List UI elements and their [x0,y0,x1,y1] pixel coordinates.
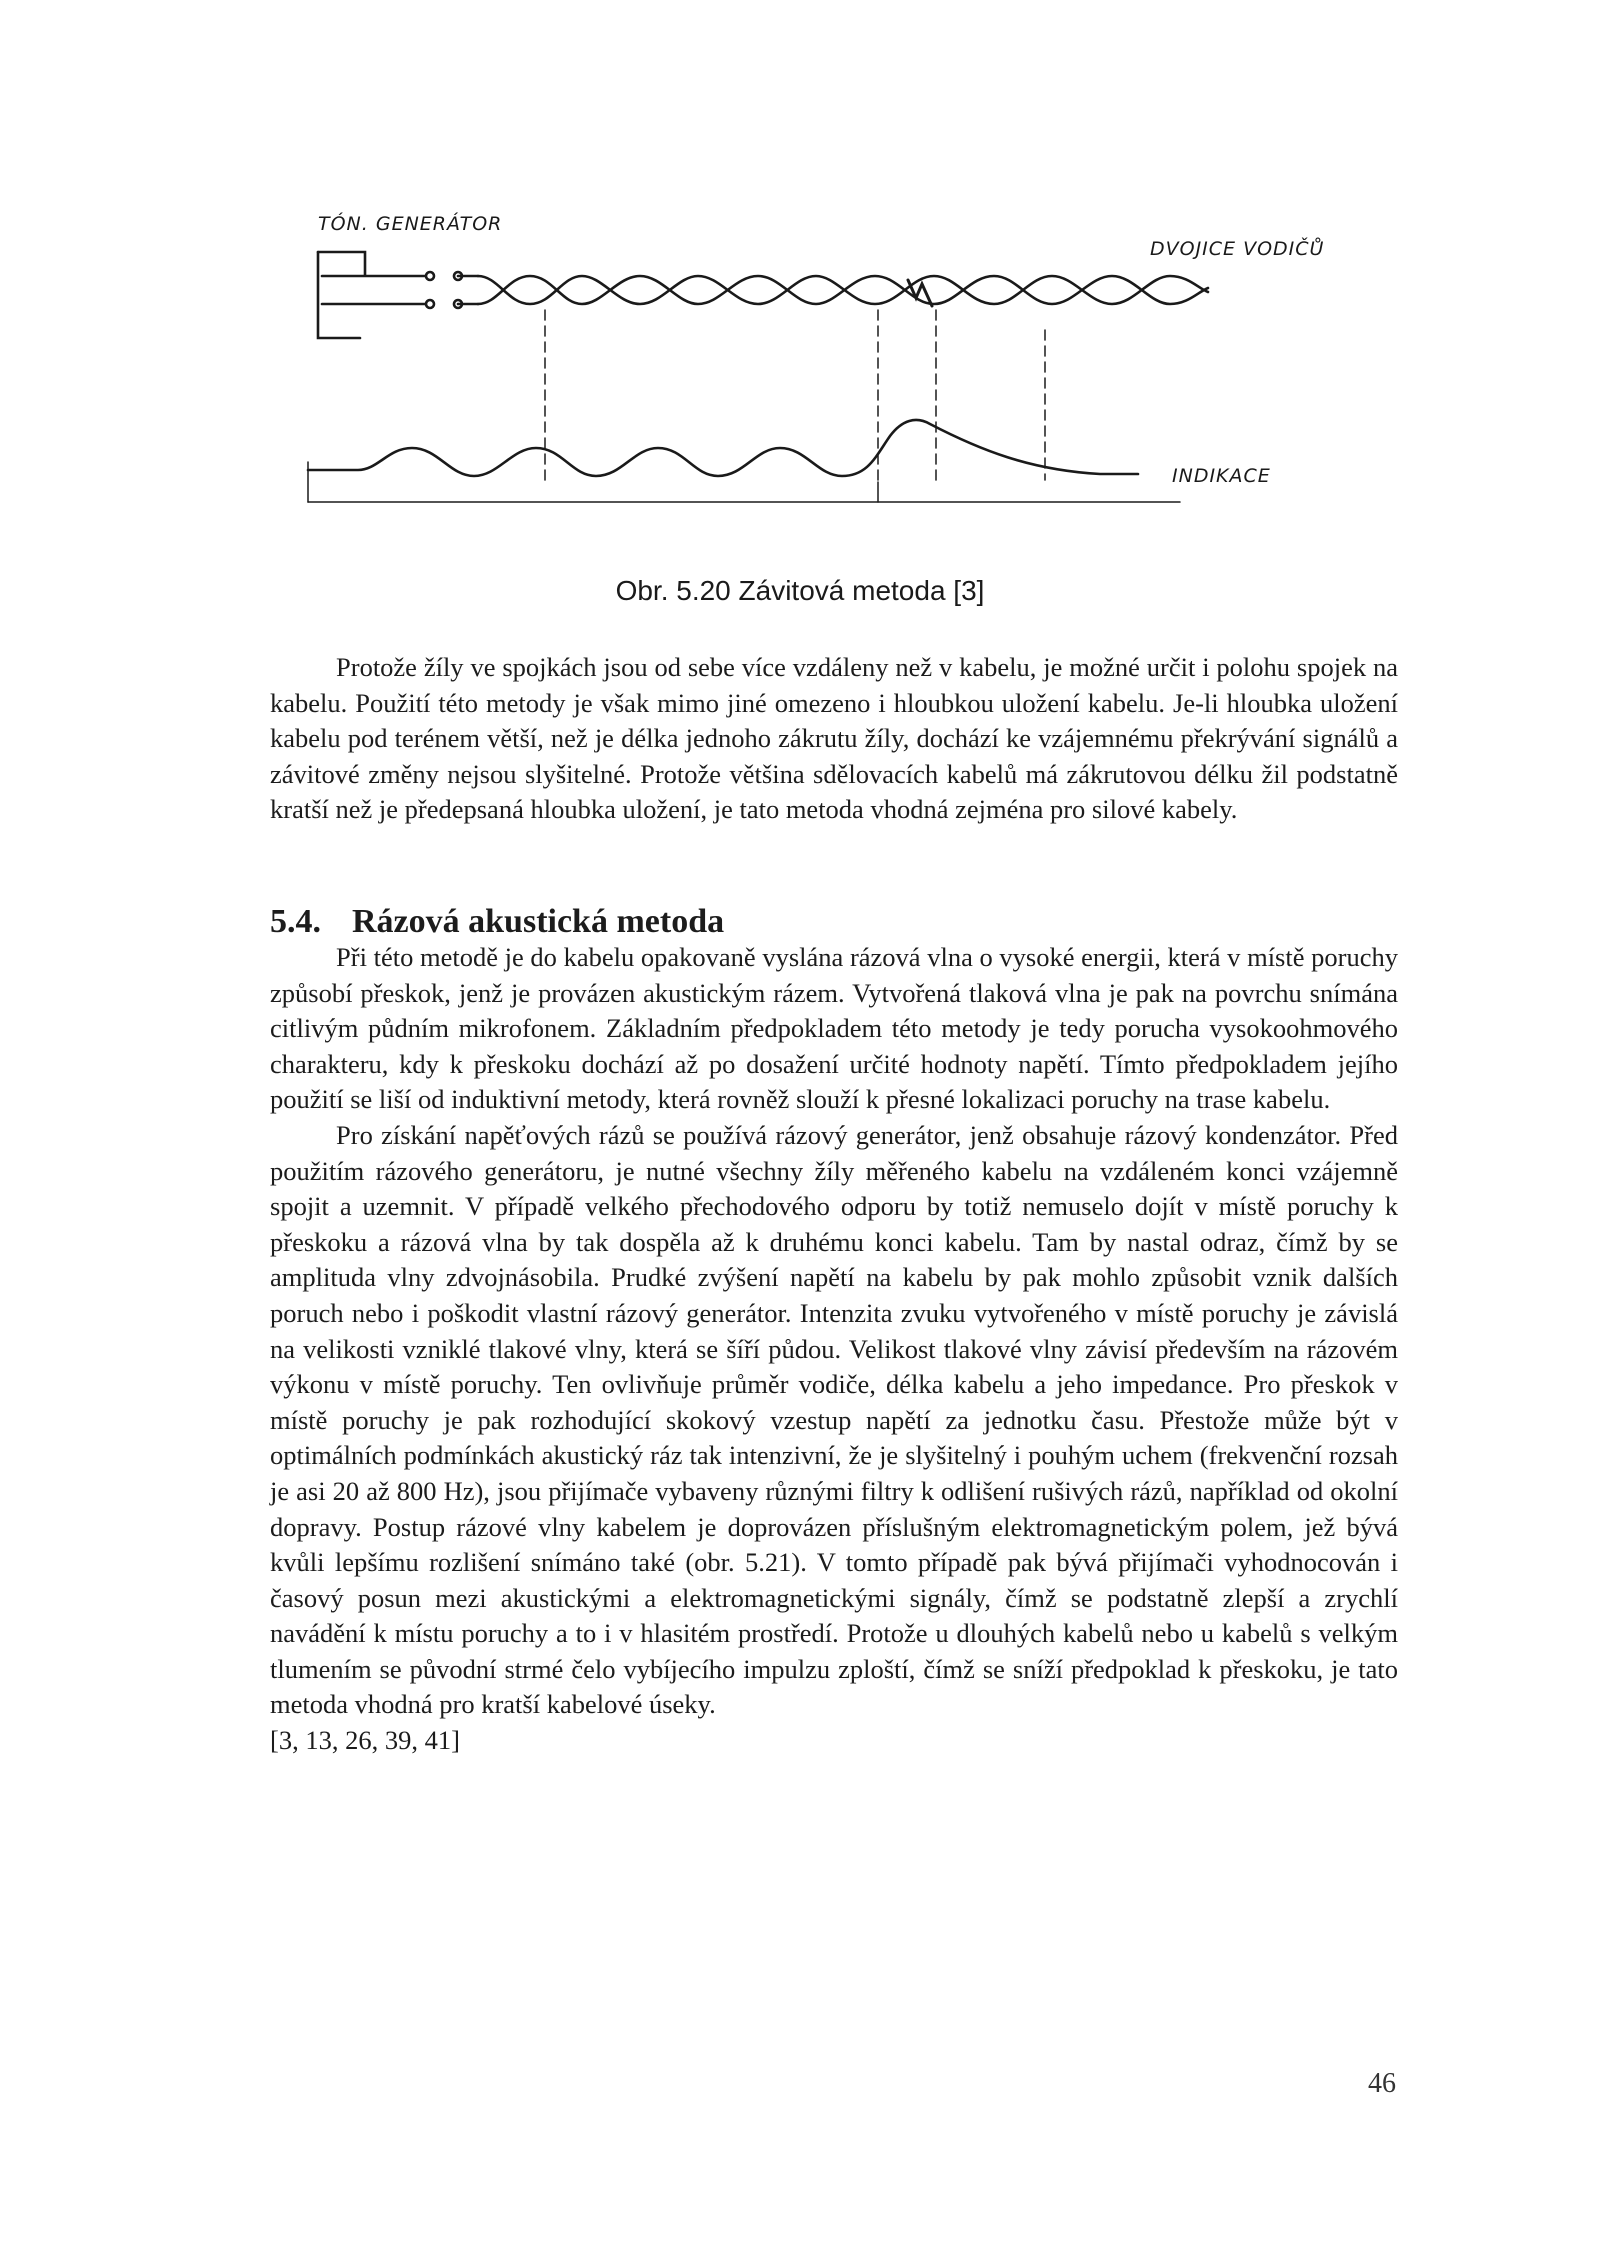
terminal-3 [426,300,434,308]
generator-box [318,252,360,338]
generator-box-top [318,252,365,275]
label-wire-pair: DVOJICE VODIČŮ [1150,238,1325,260]
label-indication: INDIKACE [1172,465,1271,487]
figure-twist-method [300,180,1360,540]
paragraph-1: Protože žíly ve spojkách jsou od sebe více vzdáleny než v kabelu, je možné určit i polohu spojek na kabelu. Použití této metody je však mimo jiné omezeno i hloubkou uložení kabelu. Je-li hloubka uložení kabelu pod terénem větší, než je délka jednoho zákrutu žíly, dochází ke vzájemnému překrývání signálů a závitové změny nejsou slyšitelné. Protože většina sdělovacích kabelů má zákrutovou délku žil podstatně kratší než je předepsaná hloubka uložení, je tato metoda vhodná zejména pro silové kabely. [270,652,1398,825]
diagram-svg [300,180,1360,540]
section-title: Rázová akustická metoda [352,903,725,940]
terminal-1 [426,272,434,280]
section-number: 5.4. [270,903,321,940]
figure-caption: Obr. 5.20 Závitová metoda [3] [615,575,985,606]
page-number: 46 [1368,2068,1396,2099]
section-heading [270,903,724,941]
paragraph-3-references: [3, 13, 26, 39, 41] [270,1725,460,1756]
paragraph-block-2 [270,940,1398,1759]
paragraph-3: Pro získání napěťových rázů se používá rázový generátor, jenž obsahuje rázový kondenzátor. Před použitím rázového generátoru, je nutné všechny žíly měřeného kabelu na vzdáleném konci vzájemně spojit a uzemnit. V případě velkého přechodového odporu by totiž nemuselo dojít v místě poruchy k přeskoku a rázová vlna by tak dospěla až k druhému konci kabelu. Tam by nastal odraz, čímž by se amplituda vlny zdvojnásobila. Prudké zvýšení napětí na kabelu by pak mohlo způsobit vznik dalších poruch nebo i poškodit vlastní rázový generátor. Intenzita zvuku vytvořeného v místě poruchy je závislá na velikosti vzniklé tlakové vlny, která se šíří půdou. Velikost tlakové vlny závisí především na rázovém výkonu v místě poruchy. Ten ovlivňuje průměr vodiče, délka kabelu a jeho impedance. Pro přeskok v místě poruchy je pak rozhodující skokový vzestup napětí za jednotku času. Přestože může být v optimálních podmínkách akustický ráz tak intenzivní, že je slyšitelný i pouhým uchem (frekvenční rozsah je asi 20 až 800 Hz), jsou přijímače vybaveny různými filtry k odlišení rušivých rázů, například od okolní dopravy. Postup rázové vlny kabelem je doprovázen příslušným elektromagnetickým polem, jež bývá kvůli lepšímu rozlišení snímáno také (obr. 5.21). V tomto případě pak bývá přijímači vyhodnocován i časový posun mezi akustickými a elektromagnetickými signály, čímž se podstatně zlepší a zrychlí navádění k místu poruchy a to i v hlasitém prostředí. Protože u dlouhých kabelů nebo u kabelů s velkým tlumením se původní strmé čelo vybíjecího impulzu zploští, čímž se sníží předpoklad k přeskoku, je tato metoda vhodná pro kratší kabelové úseky. [270,1119,1398,1720]
paragraph-block-1 [270,650,1398,828]
paragraph-2: Při této metodě je do kabelu opakovaně vyslána rázová vlna o vysoké energii, která v místě poruchy způsobí přeskok, jenž je provázen akustickým rázem. Vytvořená tlaková vlna je pak na povrchu snímána citlivým půdním mikrofonem. Základním předpokladem této metody je tedy porucha vysokoohmového charakteru, kdy k přeskoku dochází až po dosažení určité hodnoty napětí. Tímto předpokladem jejího použití se liší od induktivní metody, která rovněž slouží k přesné lokalizaci poruchy na trase kabelu. [270,942,1398,1115]
indication-wave [308,420,1138,476]
label-generator: TÓN. GENERÁTOR [318,213,503,235]
